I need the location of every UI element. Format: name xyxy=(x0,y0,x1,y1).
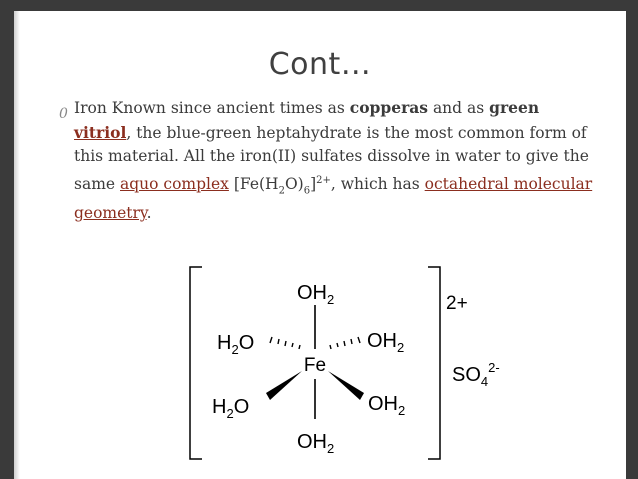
term-green: green xyxy=(489,98,540,117)
ligand-upper-left: $H_2O$ xyxy=(217,332,255,357)
formula-subscript: 6 xyxy=(303,184,311,196)
right-bracket xyxy=(428,267,440,459)
ligand-top: $OH_2$ xyxy=(297,282,335,307)
term-copperas: copperas xyxy=(349,98,429,117)
formula-part: ] xyxy=(310,174,317,193)
ligand-lower-left: $H_2O$ xyxy=(212,396,250,421)
formula-part: [Fe(H xyxy=(233,174,279,193)
aquo-complex-structure xyxy=(180,261,520,466)
wedge-bond-lower-left xyxy=(266,371,302,400)
text-run: and as xyxy=(428,99,490,117)
ligand-lower-right: $OH_2$ xyxy=(368,393,406,418)
bullet-marker: 0 xyxy=(59,106,68,122)
slide xyxy=(14,11,626,479)
formula-part: O) xyxy=(284,174,304,193)
center-atom-fe: Fe xyxy=(303,355,327,376)
hashed-bond-upper-right xyxy=(330,337,360,349)
link-vitriol[interactable]: vitriol xyxy=(74,122,127,142)
text-run: , which has xyxy=(330,174,425,193)
left-bracket xyxy=(190,267,202,459)
link-aquo-complex[interactable]: aquo complex xyxy=(120,174,229,193)
complex-charge: 2+ xyxy=(446,293,468,314)
text-run: . xyxy=(146,204,152,223)
text-run: Iron Known since ancient times as xyxy=(74,99,350,117)
slide-title: Cont… xyxy=(268,47,372,82)
ligand-upper-right: $OH_2$ xyxy=(367,330,405,355)
wedge-bond-lower-right xyxy=(328,371,364,400)
link-octahedral-geometry[interactable]: octahedral molecular geometry xyxy=(74,174,593,223)
sulfate-counter-ion: $SO_4^{2-}$ xyxy=(452,360,500,389)
formula-subscript: 2 xyxy=(278,184,285,196)
formula-charge: 2+ xyxy=(316,174,331,186)
hashed-bond-upper-left xyxy=(270,337,300,349)
bullet-paragraph xyxy=(74,96,594,226)
text-run: , the blue-green heptahydrate is the most common form of this material. All the iron(II) sulfates dissolve in water to give the same xyxy=(74,123,589,193)
ligand-bottom: $OH_2$ xyxy=(297,431,335,456)
